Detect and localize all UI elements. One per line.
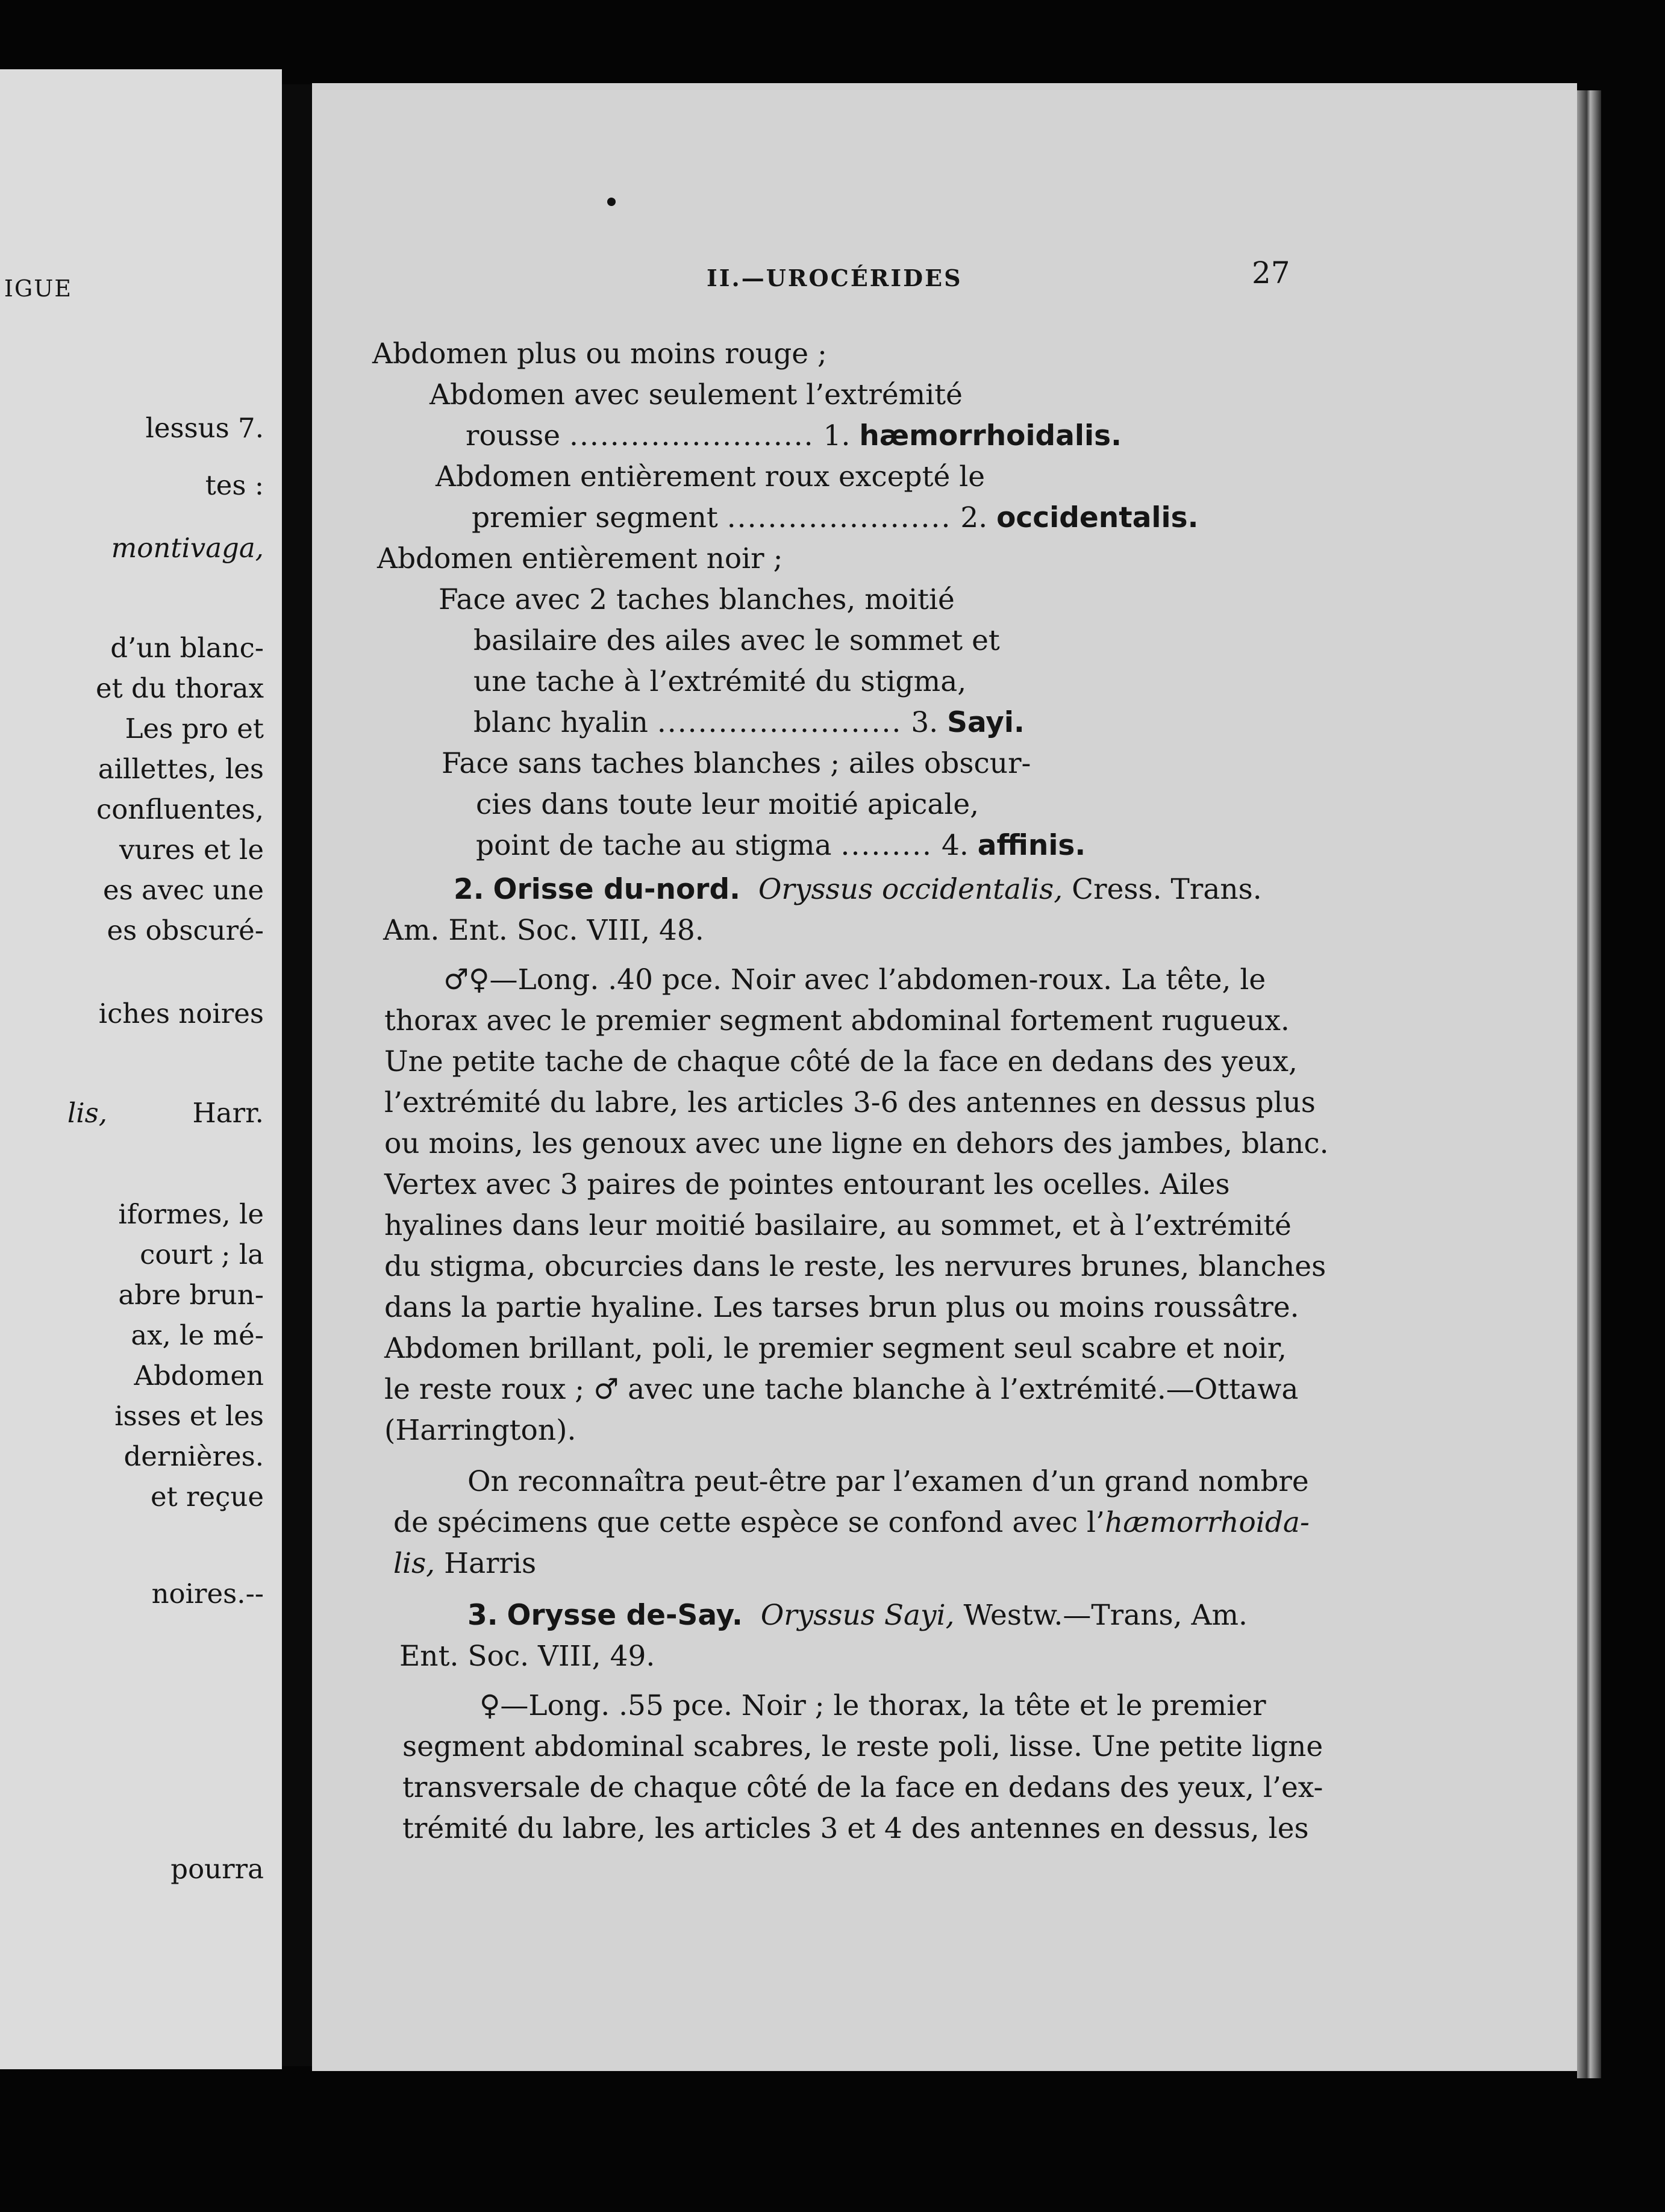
left-line: et du thorax	[96, 672, 264, 704]
species-name: occidentalis.	[996, 501, 1199, 534]
description-line: thorax avec le premier segment abdominal fortement rugueux.	[384, 1004, 1290, 1037]
left-line: Les pro et	[125, 713, 264, 745]
left-line: confluentes,	[96, 793, 264, 825]
description-line: (Harrington).	[384, 1414, 576, 1447]
book-gutter	[282, 84, 312, 2066]
left-line: isses et les	[114, 1400, 264, 1432]
left-line: et reçue	[151, 1481, 264, 1513]
key-line: premier segment ...................... 2. occidentalis.	[472, 501, 1199, 534]
species-reference: Ent. Soc. VIII, 49.	[399, 1640, 655, 1673]
species-heading: 3. Orysse de-Say. Oryssus Sayi, Westw.—Trans, Am.	[467, 1599, 1248, 1632]
key-line: Abdomen plus ou moins rouge ;	[372, 337, 827, 370]
species-name: hæmorrhoidalis.	[859, 419, 1122, 452]
note-line: On reconnaîtra peut-être par l’examen d’un grand nombre	[467, 1465, 1309, 1498]
page-edge	[1577, 90, 1601, 2078]
left-line: abre brun-	[118, 1279, 264, 1311]
right-page	[312, 83, 1577, 2071]
key-line: Abdomen entièrement roux excepté le	[436, 460, 986, 493]
left-line: aillettes, les	[98, 753, 264, 785]
description-line: ♀—Long. .55 pce. Noir ; le thorax, la tête et le premier	[480, 1689, 1266, 1722]
description-line: dans la partie hyaline. Les tarses brun plus ou moins roussâtre.	[384, 1291, 1299, 1324]
description-line: ♂♀—Long. .40 pce. Noir avec l’abdomen-roux. La tête, le	[443, 963, 1266, 996]
left-italic-fragment: lis,	[67, 1097, 107, 1129]
note-line: de spécimens que cette espèce se confond avec l’hæmorrhoida-	[393, 1506, 1310, 1539]
left-line: es avec une	[102, 874, 264, 906]
left-line: vures et le	[119, 834, 264, 866]
description-line: ou moins, les genoux avec une ligne en dehors des jambes, blanc.	[384, 1127, 1329, 1160]
description-line: Une petite tache de chaque côté de la face en dedans des yeux,	[384, 1045, 1298, 1078]
left-line: Abdomen	[134, 1360, 264, 1392]
left-line: iformes, le	[118, 1198, 264, 1230]
description-line: le reste roux ; ♂ avec une tache blanche à l’extrémité.—Ottawa	[384, 1373, 1299, 1406]
description-line: du stigma, obcurcies dans le reste, les nervures brunes, blanches	[384, 1250, 1326, 1283]
key-line: Abdomen avec seulement l’extrémité	[430, 378, 963, 411]
left-line: dernières.	[123, 1440, 264, 1472]
left-facing-page	[0, 69, 282, 2069]
note-line: lis, Harris	[393, 1547, 537, 1580]
description-line: segment abdominal scabres, le reste poli, lisse. Une petite ligne	[402, 1730, 1323, 1763]
left-line: court ; la	[140, 1239, 264, 1270]
description-line: trémité du labre, les articles 3 et 4 des antennes en dessus, les	[402, 1812, 1309, 1845]
left-line: montivaga,	[111, 532, 264, 564]
left-running-head: IGUE	[4, 275, 72, 302]
species-heading: 2. Orisse du-nord. Oryssus occidentalis, Cress. Trans.	[454, 873, 1262, 906]
left-line: Harr.	[192, 1097, 264, 1129]
left-line: ax, le mé-	[131, 1319, 264, 1351]
key-line: Face sans taches blanches ; ailes obscur-	[442, 747, 1031, 780]
left-line: noires.--	[151, 1578, 264, 1610]
left-line: tes :	[205, 469, 264, 501]
key-line: Abdomen entièrement noir ;	[377, 542, 783, 575]
left-line: lessus 7.	[145, 412, 264, 444]
left-line: d’un blanc-	[110, 632, 264, 664]
key-line: blanc hyalin ........................ 3. Sayi.	[473, 706, 1025, 739]
key-line: Face avec 2 taches blanches, moitié	[439, 583, 955, 616]
left-line: es obscuré-	[107, 914, 264, 946]
species-name: affinis.	[977, 829, 1086, 862]
description-line: Vertex avec 3 paires de pointes entourant les ocelles. Ailes	[384, 1168, 1230, 1201]
key-line: une tache à l’extrémité du stigma,	[473, 665, 967, 698]
key-line: point de tache au stigma ......... 4. affinis.	[476, 829, 1086, 862]
left-line: pourra	[170, 1853, 264, 1885]
description-line: hyalines dans leur moitié basilaire, au sommet, et à l’extrémité	[384, 1209, 1292, 1242]
key-line: basilaire des ailes avec le sommet et	[473, 624, 1000, 657]
running-head: II.—UROCÉRIDES	[707, 264, 963, 292]
description-line: transversale de chaque côté de la face en dedans des yeux, l’ex-	[402, 1771, 1323, 1804]
speck-mark	[607, 198, 616, 206]
page-number: 27	[1252, 255, 1290, 290]
key-line: cies dans toute leur moitié apicale,	[476, 788, 979, 821]
species-reference: Am. Ent. Soc. VIII, 48.	[383, 914, 704, 947]
description-line: Abdomen brillant, poli, le premier segment seul scabre et noir,	[384, 1332, 1287, 1365]
description-line: l’extrémité du labre, les articles 3-6 des antennes en dessus plus	[384, 1086, 1316, 1119]
species-name: Sayi.	[947, 706, 1025, 739]
key-line: rousse ........................ 1. hæmorrhoidalis.	[466, 419, 1122, 452]
left-line: iches noires	[98, 998, 264, 1029]
